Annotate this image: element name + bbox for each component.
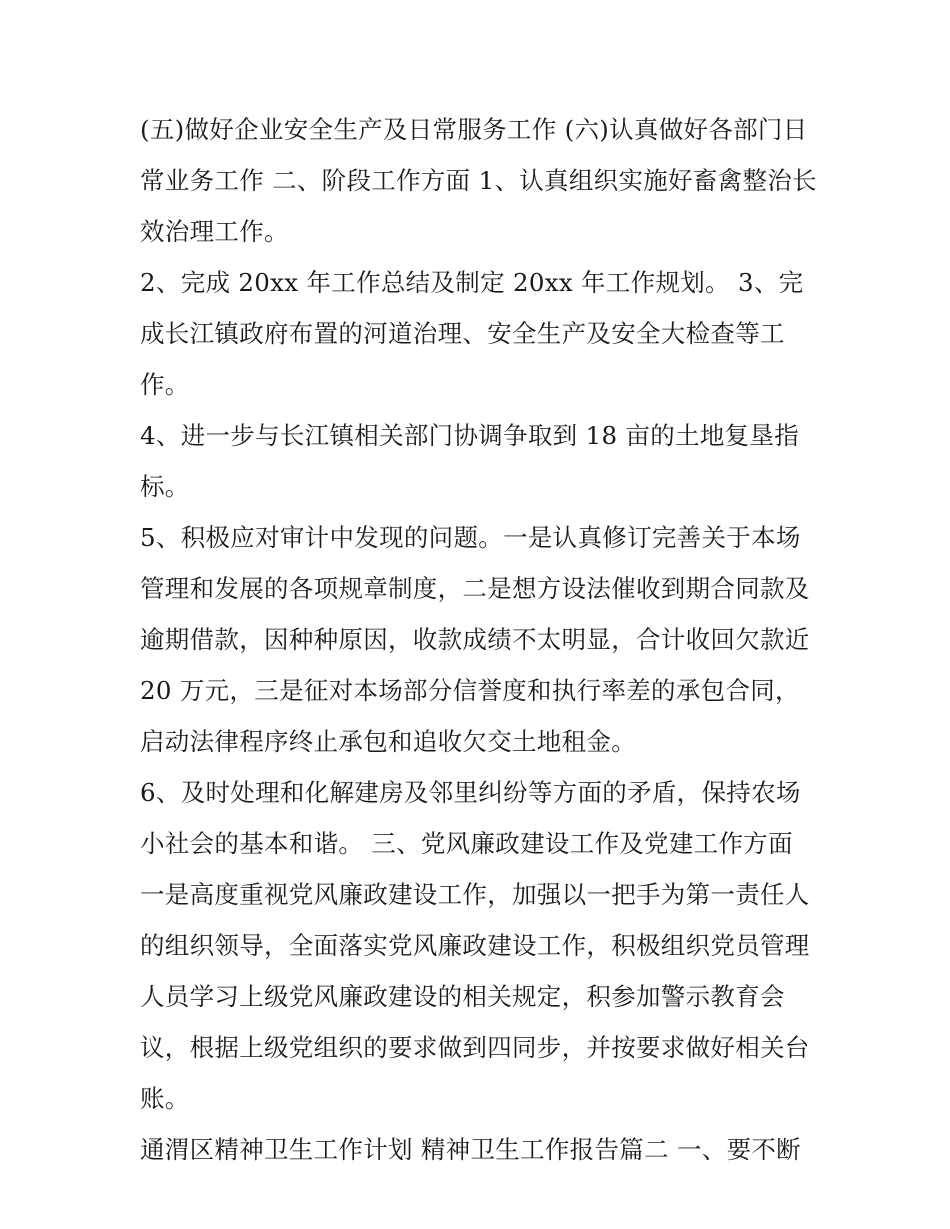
document-body	[140, 104, 820, 1175]
paragraph-1: (五)做好企业安全生产及日常服务工作 (六)认真做好各部门日常业务工作 二、阶段工作方面 1、认真组织实施好畜禽整治长效治理工作。	[140, 115, 817, 246]
paragraph-5: 6、及时处理和化解建房及邻里纠纷等方面的矛盾，保持农场小社会的基本和谐。 三、党风廉政建设工作及党建工作方面 一是高度重视党风廉政建设工作，加强以一把手为第一责任人的组织领导，全面落实党风廉政建设工作，积极组织党员管理人员学习上级党风廉政建设的相关规定，积参加警示教育会议，根据上级党组织的要求做到四同步，并按要求做好相关台账。	[140, 778, 810, 1113]
paragraph-2: 2、完成 20xx 年工作总结及制定 20xx 年工作规划。 3、完成长江镇政府布置的河道治理、安全生产及安全大检查等工作。	[140, 268, 804, 399]
paragraph-4: 5、积极应对审计中发现的问题。一是认真修订完善关于本场管理和发展的各项规章制度，二是想方设法催收到期合同款及逾期借款，因种种原因，收款成绩不太明显，合计收回欠款近 20 万元，三是征对本场部分信誉度和执行率差的承包合同，启动法律程序终止承包和追收欠交土地租金。	[140, 523, 810, 756]
paragraph-6: 通渭区精神卫生工作计划 精神卫生工作报告篇二 一、要不断	[140, 1135, 801, 1164]
paragraph-3: 4、进一步与长江镇相关部门协调争取到 18 亩的土地复垦指标。	[140, 421, 800, 501]
